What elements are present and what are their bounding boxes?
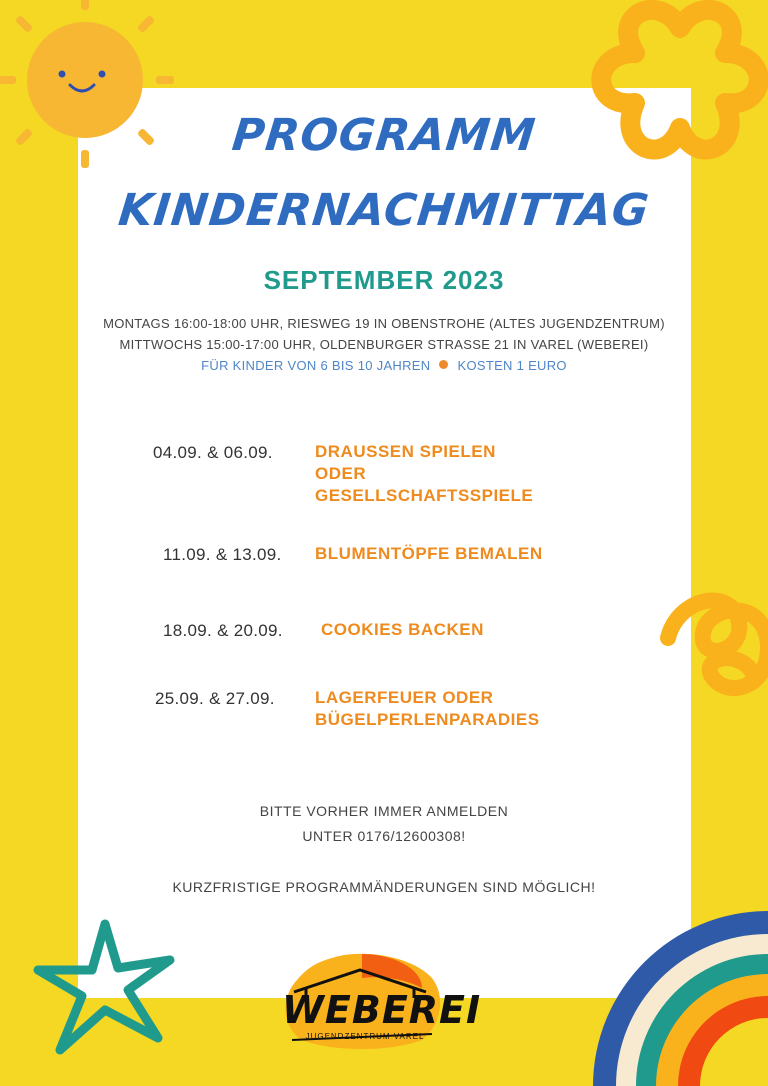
activity-line: GESELLSCHAFTSSPIELE <box>315 486 534 505</box>
info-age-cost <box>0 358 768 373</box>
rainbow-icon <box>568 906 768 1086</box>
cost-text: KOSTEN 1 EURO <box>457 358 567 373</box>
age-text: FÜR KINDER VON 6 BIS 10 JAHREN <box>201 358 431 373</box>
register-line-2: UNTER 0176/12600308! <box>302 828 466 844</box>
dot-icon <box>439 360 448 369</box>
schedule-date: 11.09. & 13.09. <box>163 545 282 564</box>
title-line-1: PROGRAMM <box>229 110 539 161</box>
month-heading: SEPTEMBER 2023 <box>263 265 505 295</box>
schedule-activity <box>315 543 543 565</box>
weberei-logo <box>272 948 482 1054</box>
title-line-2: KINDERNACHMITTAG <box>116 185 652 236</box>
activity-line: BLUMENTÖPFE BEMALEN <box>315 544 543 563</box>
schedule-activity <box>315 441 533 507</box>
logo-name: WEBEREI <box>282 988 482 1032</box>
changes-note: KURZFRISTIGE PROGRAMMÄNDERUNGEN SIND MÖGLICH! <box>172 879 596 895</box>
schedule-date: 25.09. & 27.09. <box>155 689 275 708</box>
register-line-1: BITTE VORHER IMMER ANMELDEN <box>259 803 509 819</box>
star-icon <box>30 918 180 1058</box>
activity-line: BÜGELPERLENPARADIES <box>315 710 540 729</box>
info-monday: MONTAGS 16:00-18:00 UHR, RIESWEG 19 IN OBENSTROHE (ALTES JUGENDZENTRUM) <box>103 316 665 331</box>
activity-line: LAGERFEUER ODER <box>315 688 494 707</box>
activity-line: ODER <box>315 464 367 483</box>
schedule-date: 18.09. & 20.09. <box>163 621 283 640</box>
schedule-activity <box>321 619 484 641</box>
info-wednesday: MITTWOCHS 15:00-17:00 UHR, OLDENBURGER STRASSE 21 IN VAREL (WEBEREI) <box>119 337 649 352</box>
swirl-icon <box>658 578 768 718</box>
activity-line: COOKIES BACKEN <box>321 620 484 639</box>
logo-subtitle: JUGENDZENTRUM VAREL <box>305 1032 425 1041</box>
schedule-activity <box>315 687 540 731</box>
schedule-date: 04.09. & 06.09. <box>153 443 273 462</box>
activity-line: DRAUSSEN SPIELEN <box>315 442 496 461</box>
